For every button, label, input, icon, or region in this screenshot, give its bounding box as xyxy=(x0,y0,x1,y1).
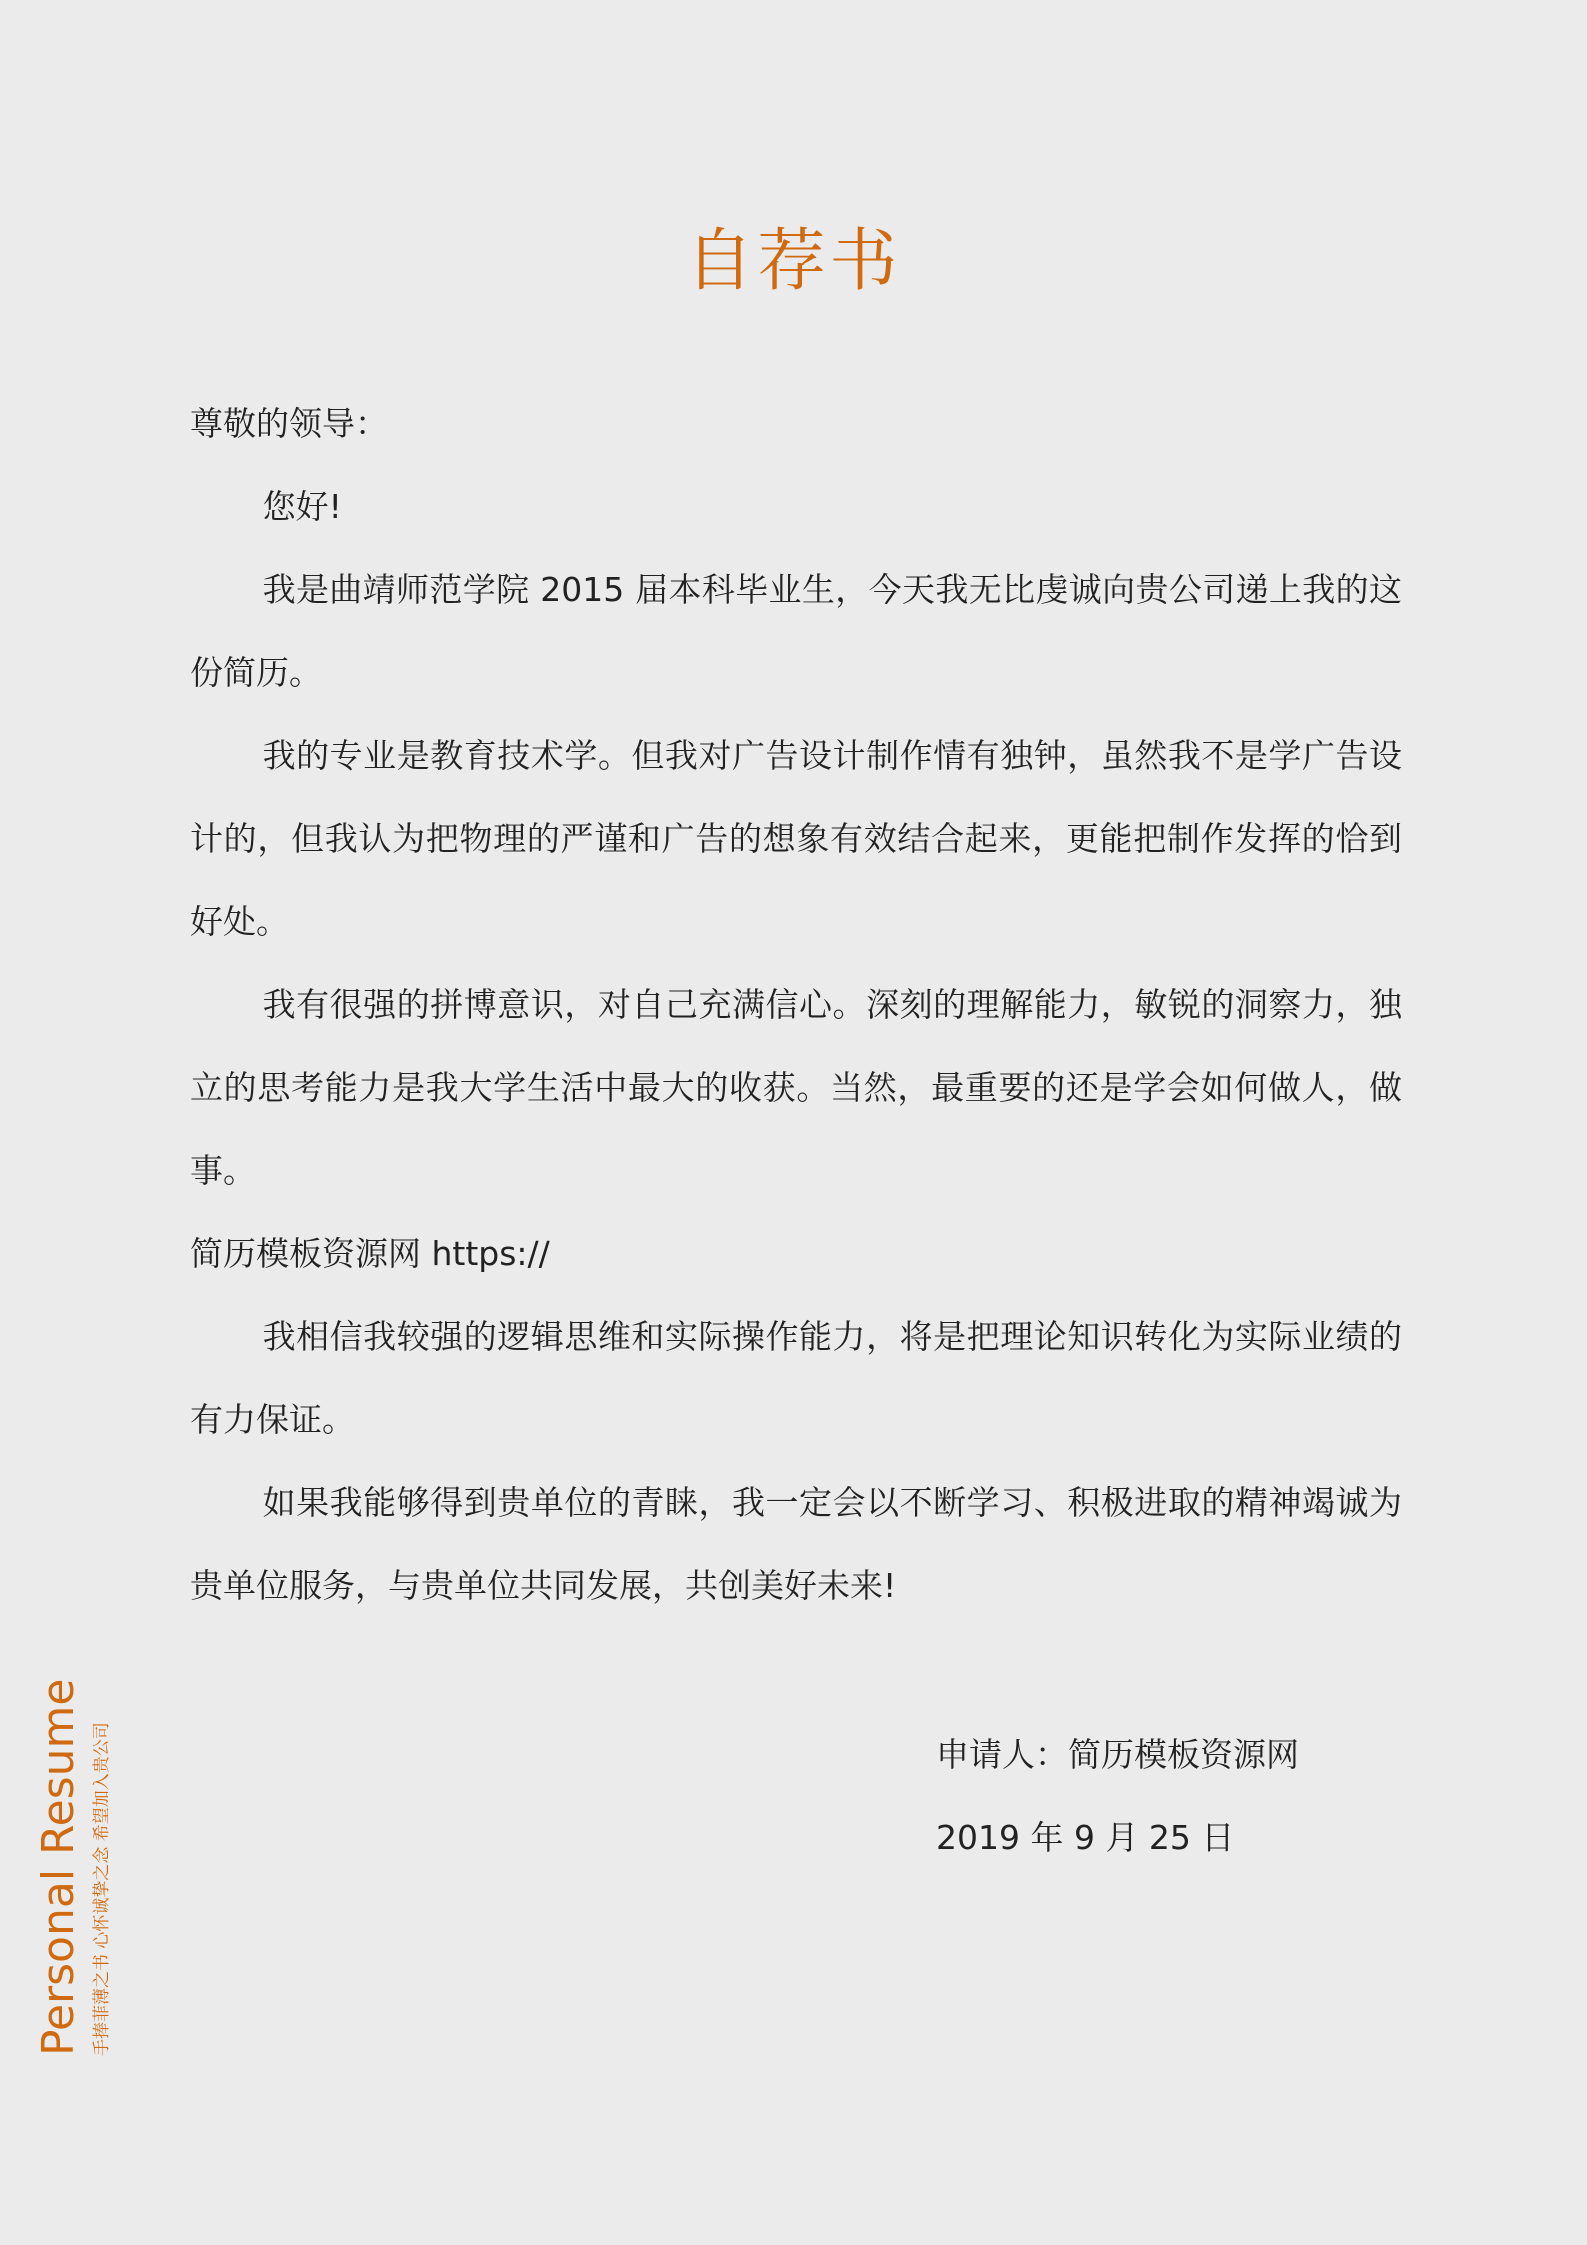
side-subtitle: 手捧菲薄之书 心怀诚挚之念 希望加入贵公司 xyxy=(92,1722,112,2056)
salutation: 尊敬的领导： xyxy=(190,404,388,443)
paragraph: 我有很强的拼博意识，对自己充满信心。深刻的理解能力，敏锐的洞察力，独立的思考能力是我大学生活中最大的收获。当然，最重要的还是学会如何做人，做事。 xyxy=(190,985,1402,1190)
paragraph: 我相信我较强的逻辑思维和实际操作能力，将是把理论知识转化为实际业绩的有力保证。 xyxy=(190,1317,1402,1439)
side-label xyxy=(33,1678,112,2056)
signature-block xyxy=(936,1713,1299,1879)
date: 2019 年 9 月 25 日 xyxy=(936,1818,1235,1857)
paragraph: 我是曲靖师范学院 2015 届本科毕业生，今天我无比虔诚向贵公司递上我的这份简历。 xyxy=(190,570,1402,692)
letter-body xyxy=(190,382,1402,1627)
paragraph: 我的专业是教育技术学。但我对广告设计制作情有独钟，虽然我不是学广告设计的，但我认为把物理的严谨和广告的想象有效结合起来，更能把制作发挥的恰到好处。 xyxy=(190,736,1402,941)
side-title: Personal Resume xyxy=(33,1678,84,2056)
greeting: 您好! xyxy=(262,487,342,526)
applicant: 申请人：简历模板资源网 xyxy=(936,1735,1299,1774)
page-title: 自荐书 xyxy=(685,222,902,301)
source-line: 简历模板资源网 https:// xyxy=(190,1234,550,1273)
paragraph: 如果我能够得到贵单位的青睐，我一定会以不断学习、积极进取的精神竭诚为贵单位服务，与贵单位共同发展，共创美好未来! xyxy=(190,1483,1402,1605)
